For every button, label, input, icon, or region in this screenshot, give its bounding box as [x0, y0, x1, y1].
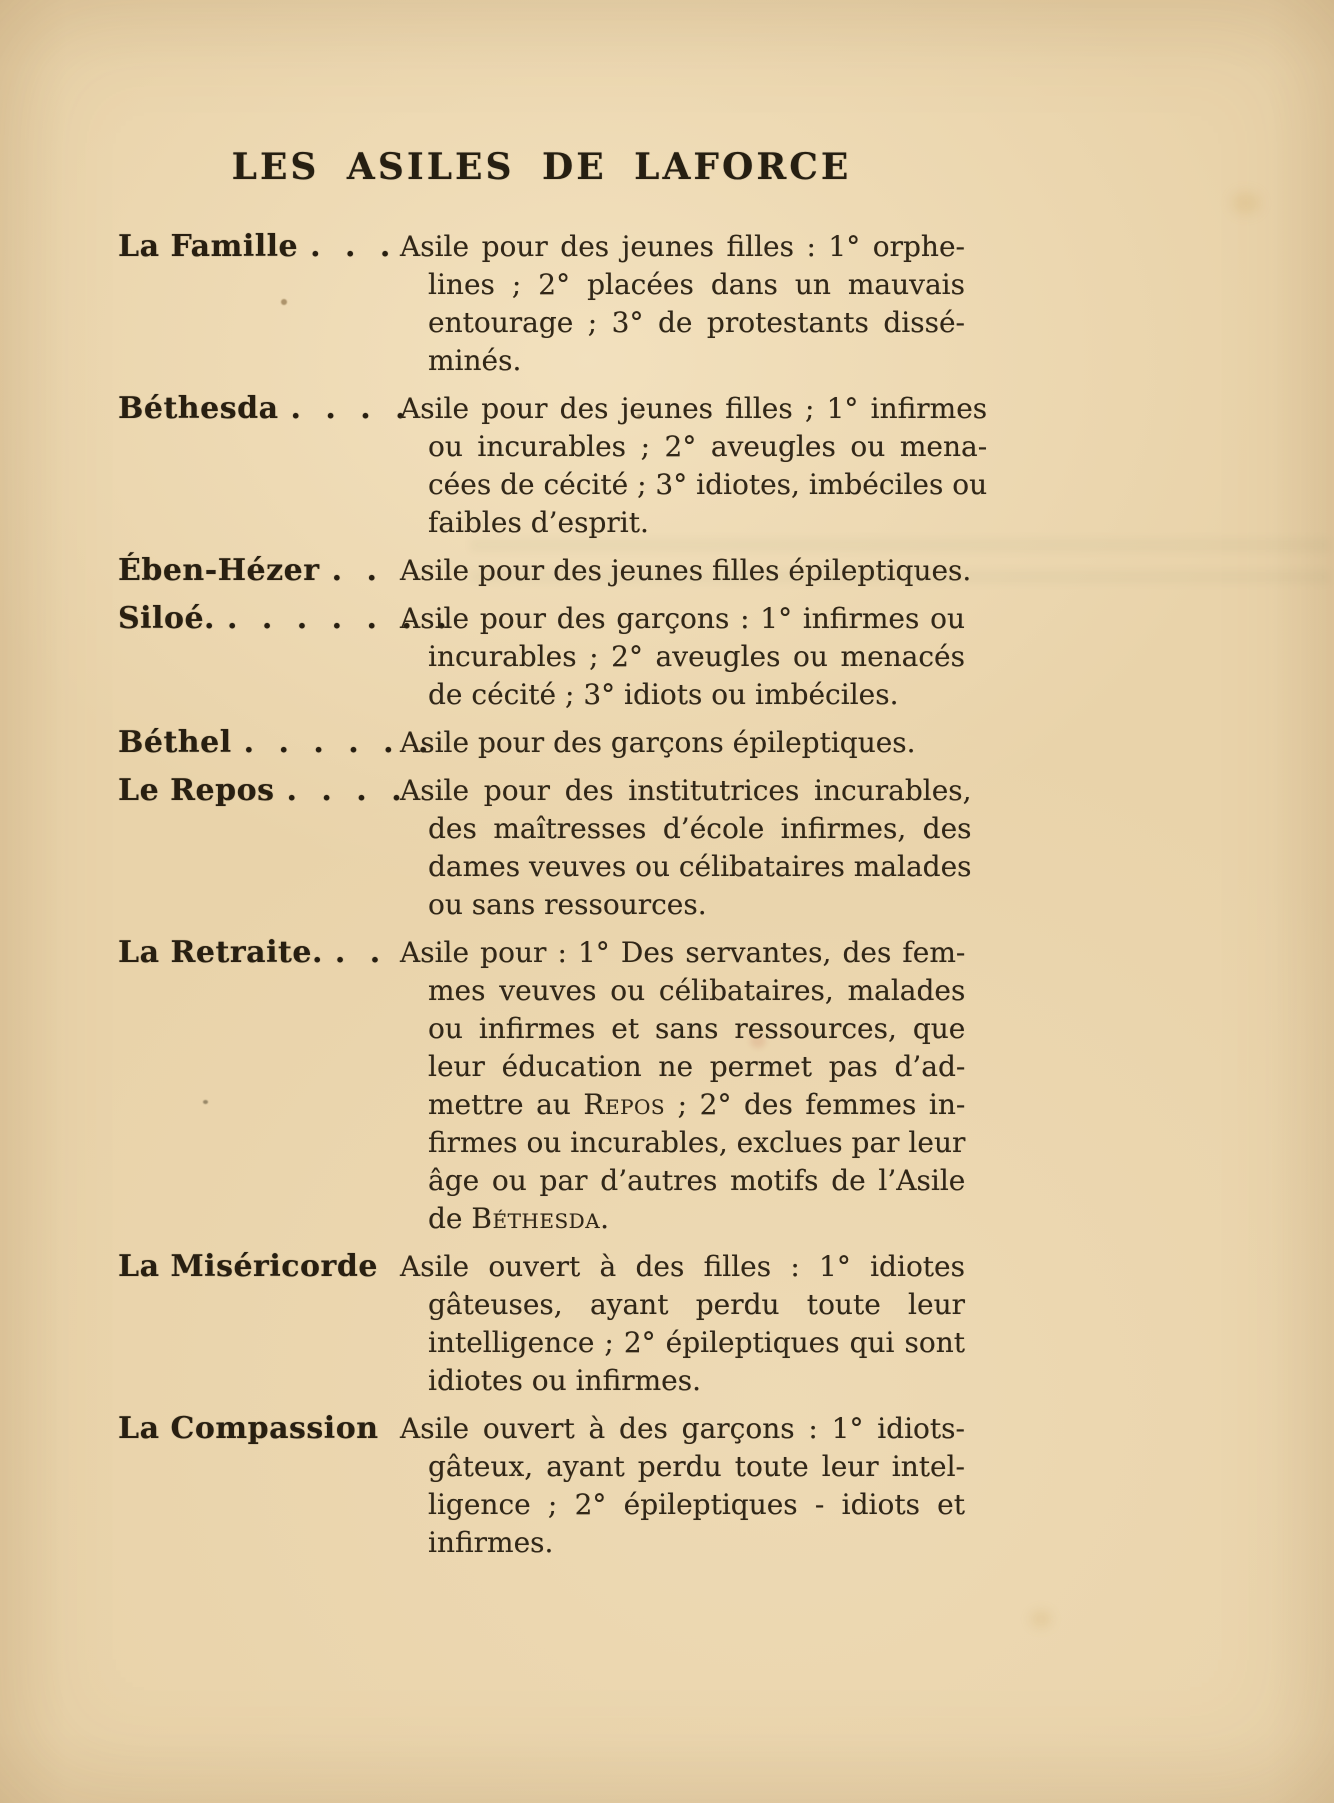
asylum-name-cell [118, 228, 400, 266]
description-line: Asile ouvert à des garçons : 1° idiots- [400, 1412, 965, 1445]
description-line: de cécité ; 3° idiots ou imbéciles. [428, 678, 899, 711]
description-line: Asile pour : 1° Des servantes, des fem- [400, 936, 966, 969]
asylum-description [400, 390, 987, 542]
description-line: Asile pour des jeunes filles épileptiques. [400, 554, 972, 587]
asylum-name: Le Repos [118, 773, 275, 808]
description-line: Asile pour des garçons : 1° infirmes ou [400, 602, 965, 635]
asylum-name-cell [118, 390, 413, 428]
dot-leader: . . . . . . . [227, 601, 454, 636]
description-line: faibles d’esprit. [428, 506, 649, 539]
paper-stain [1030, 1610, 1052, 1628]
asylum-list [118, 228, 988, 1562]
asylum-name: Béthel [118, 725, 232, 760]
asylum-description [400, 228, 965, 380]
description-line: gâteux, ayant perdu toute leur intel- [428, 1450, 965, 1483]
asylum-description [400, 552, 971, 590]
dot-leader: . . . . [290, 391, 413, 426]
description-line: idiotes ou infirmes. [428, 1364, 702, 1397]
asylum-description [400, 772, 972, 924]
description-line: gâteuses, ayant perdu toute leur [428, 1288, 965, 1321]
description-line: Asile pour des institutrices incurables, [400, 774, 972, 807]
smallcaps-reference: Repos [583, 1088, 666, 1121]
asylum-description [400, 724, 965, 762]
asylum-entry [118, 724, 965, 762]
description-line: Asile pour des garçons épileptiques. [400, 726, 916, 759]
description-line: ligence ; 2° épileptiques - idiots et [428, 1488, 965, 1521]
text-block [118, 146, 988, 1572]
asylum-name: Siloé. [118, 601, 215, 636]
description-line: cées de cécité ; 3° idiotes, imbéciles ou [428, 468, 988, 501]
asylum-entry [118, 934, 965, 1238]
asylum-description [400, 934, 965, 1238]
asylum-entry [118, 1410, 965, 1562]
description-line: incurables ; 2° aveugles ou menacés [428, 640, 965, 673]
asylum-entry [118, 772, 972, 924]
asylum-description [400, 1248, 965, 1400]
description-line: ou sans ressources. [428, 888, 707, 921]
asylum-name: La Miséricorde [118, 1249, 378, 1284]
asylum-name-cell [118, 1410, 400, 1448]
dot-leader: . . . . [286, 773, 409, 808]
description-line: mes veuves ou célibataires, malades [428, 974, 966, 1007]
description-line: Asile pour des jeunes filles : 1° orphe- [400, 230, 965, 263]
dot-leader: . . [334, 935, 388, 970]
asylum-name: Ében-Hézer [118, 553, 320, 588]
description-line: minés. [428, 344, 522, 377]
page-title: LES ASILES DE LAFORCE [231, 146, 852, 188]
dot-leader: . . . . . . [243, 725, 436, 760]
description-line: lines ; 2° placées dans un mauvais [428, 268, 965, 301]
asylum-description [400, 600, 965, 714]
description-line: Asile pour des jeunes filles ; 1° infirmes [400, 392, 988, 425]
asylum-name-cell [118, 724, 436, 762]
description-line: entourage ; 3° de protestants dissé- [428, 306, 965, 339]
asylum-entry [118, 1248, 965, 1400]
asylum-entry [118, 228, 965, 380]
description-line: des maîtresses d’école infirmes, des [428, 812, 972, 845]
description-line: mettre au Repos ; 2° des femmes in- [428, 1088, 966, 1121]
smallcaps-reference: Béthesda [471, 1202, 601, 1235]
description-line: intelligence ; 2° épileptiques qui sont [428, 1326, 965, 1359]
dot-leader: . . . [310, 229, 398, 264]
description-line: ou infirmes et sans ressources, que [428, 1012, 966, 1045]
asylum-entry [118, 552, 972, 590]
asylum-name-cell [118, 772, 409, 810]
paper-stain [1232, 192, 1260, 214]
description-line: ou incurables ; 2° aveugles ou mena- [428, 430, 988, 463]
asylum-name-cell [118, 600, 454, 638]
asylum-name: La Compassion [118, 1411, 379, 1446]
asylum-name: La Famille [118, 229, 299, 264]
description-line: Asile ouvert à des filles : 1° idiotes [400, 1250, 965, 1283]
description-line: dames veuves ou célibataires malades [428, 850, 972, 883]
asylum-name-cell [118, 1248, 400, 1286]
asylum-name-cell [118, 934, 400, 972]
description-line: de Béthesda. [428, 1202, 610, 1235]
description-line: leur éducation ne permet pas d’ad- [428, 1050, 966, 1083]
asylum-description [400, 1410, 965, 1562]
asylum-name: La Retraite. [118, 935, 323, 970]
description-line: âge ou par d’autres motifs de l’Asile [428, 1164, 966, 1197]
asylum-name: Béthesda [118, 391, 279, 426]
description-line: firmes ou incurables, exclues par leur [428, 1126, 966, 1159]
asylum-name-cell [118, 552, 400, 590]
asylum-entry [118, 390, 988, 542]
asylum-entry [118, 600, 965, 714]
description-line: infirmes. [428, 1526, 554, 1559]
dot-leader: . . [331, 553, 384, 588]
